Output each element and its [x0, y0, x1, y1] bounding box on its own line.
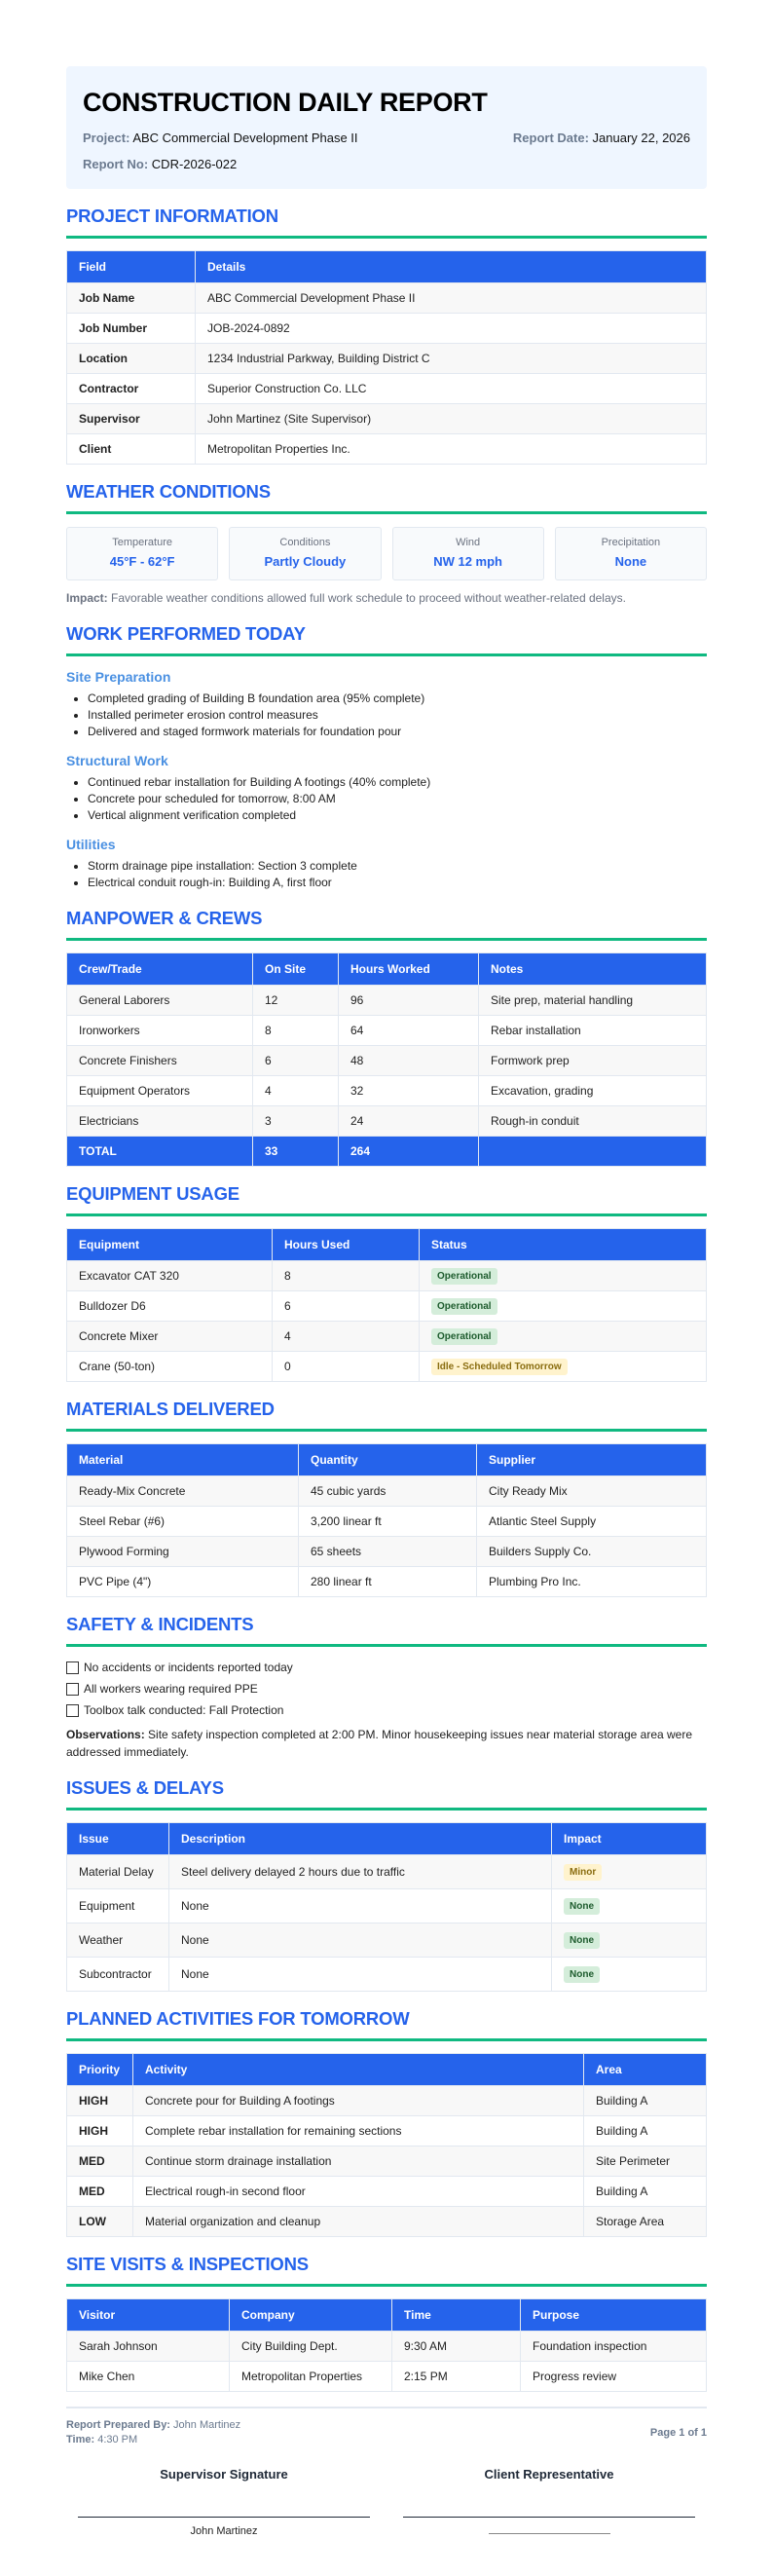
section-title-issues: ISSUES & DELAYS — [66, 1777, 707, 1811]
project-info-table — [66, 250, 707, 465]
impact-text: Favorable weather conditions allowed full work schedule to proceed without weather-related delays. — [107, 591, 626, 605]
impact-cell — [552, 1855, 707, 1889]
checkbox[interactable] — [66, 1704, 79, 1717]
table-row — [67, 1261, 707, 1291]
field-name: Job Name — [67, 283, 196, 314]
list-item: • Installed perimeter erosion control measures — [88, 707, 707, 724]
total-row — [67, 1137, 707, 1167]
checkbox[interactable] — [66, 1683, 79, 1696]
report-title: CONSTRUCTION DAILY REPORT — [83, 88, 488, 117]
column-header: Field — [67, 251, 196, 283]
priority: MED — [67, 2147, 133, 2177]
checklist-label: Toolbox talk conducted: Fall Protection — [84, 1703, 284, 1717]
report-footer — [66, 2418, 707, 2447]
table-row — [67, 1855, 707, 1889]
weather-label: Conditions — [279, 537, 331, 548]
weather-value: Partly Cloudy — [264, 554, 347, 569]
supplier: Plumbing Pro Inc. — [477, 1567, 707, 1597]
column-header: Hours Used — [273, 1229, 420, 1261]
header-meta-row-1 — [83, 131, 690, 145]
weather-value: 45°F - 62°F — [109, 554, 175, 569]
quantity: 280 linear ft — [299, 1567, 477, 1597]
report-header — [66, 66, 707, 189]
description: None — [169, 1923, 552, 1958]
section-title-project-info: PROJECT INFORMATION — [66, 205, 707, 239]
safety-checklist — [66, 1657, 707, 1721]
checkbox[interactable] — [66, 1661, 79, 1674]
status-badge: Operational — [431, 1268, 497, 1285]
column-header: Notes — [479, 953, 707, 986]
field-name: Contractor — [67, 374, 196, 404]
total-on-site: 33 — [253, 1137, 339, 1167]
column-header: Supplier — [477, 1444, 707, 1476]
equipment-name: Bulldozer D6 — [67, 1291, 273, 1322]
checklist-item[interactable] — [66, 1699, 707, 1721]
section-title-weather: WEATHER CONDITIONS — [66, 481, 707, 514]
area: Building A — [584, 2177, 707, 2207]
notes: Excavation, grading — [479, 1076, 707, 1106]
observations-text: Site safety inspection completed at 2:00 PM. Minor housekeeping issues near material storage area were addressed immediately. — [66, 1728, 693, 1759]
column-header: Visitor — [67, 2299, 230, 2332]
issues-table — [66, 1822, 707, 1992]
weather-card-temperature — [66, 527, 218, 580]
status-cell — [420, 1291, 707, 1322]
column-header: Status — [420, 1229, 707, 1261]
column-header: Priority — [67, 2054, 133, 2086]
list-item: • Delivered and staged formwork materials for foundation pour — [88, 724, 707, 740]
observations-label: Observations: — [66, 1728, 145, 1741]
crew-trade: Concrete Finishers — [67, 1046, 253, 1076]
status-cell — [420, 1352, 707, 1382]
weather-label: Precipitation — [601, 537, 661, 548]
column-header: Time — [392, 2299, 521, 2332]
impact-badge: None — [564, 1898, 600, 1915]
time-value: 4:30 PM — [94, 2434, 138, 2445]
table-row — [67, 1291, 707, 1322]
signer-name: John Martinez — [190, 2525, 258, 2537]
report-no-label: Report No: — [83, 157, 149, 171]
table-row — [67, 1923, 707, 1958]
field-value: John Martinez (Site Supervisor) — [196, 404, 707, 434]
prepared-by-value: John Martinez — [169, 2419, 241, 2431]
table-row — [67, 1567, 707, 1597]
column-header: On Site — [253, 953, 339, 986]
supplier: Builders Supply Co. — [477, 1537, 707, 1567]
quantity: 65 sheets — [299, 1537, 477, 1567]
activity: Concrete pour for Building A footings — [133, 2086, 584, 2116]
on-site: 3 — [253, 1106, 339, 1137]
company: Metropolitan Properties — [230, 2362, 392, 2392]
material: Ready-Mix Concrete — [67, 1476, 299, 1507]
notes: Formwork prep — [479, 1046, 707, 1076]
report-date-label: Report Date: — [512, 131, 589, 145]
site-visits-table — [66, 2298, 707, 2392]
area: Storage Area — [584, 2207, 707, 2237]
visitor: Mike Chen — [67, 2362, 230, 2392]
work-list — [66, 858, 707, 891]
crew-trade: Ironworkers — [67, 1016, 253, 1046]
signature-title: Client Representative — [484, 2467, 614, 2482]
table-row — [67, 1046, 707, 1076]
hours-worked: 96 — [339, 986, 479, 1016]
report-date-value: January 22, 2026 — [592, 131, 690, 145]
activity: Continue storm drainage installation — [133, 2147, 584, 2177]
table-row — [67, 2086, 707, 2116]
material: PVC Pipe (4") — [67, 1567, 299, 1597]
work-list — [66, 774, 707, 824]
field-value: Superior Construction Co. LLC — [196, 374, 707, 404]
impact-cell — [552, 1889, 707, 1923]
field-name: Supervisor — [67, 404, 196, 434]
table-row — [67, 344, 707, 374]
report-date-field — [513, 131, 690, 145]
status-cell — [420, 1261, 707, 1291]
weather-card-precipitation — [555, 527, 707, 580]
page-number: Page 1 of 1 — [649, 2426, 707, 2439]
impact-badge: Minor — [564, 1864, 602, 1881]
field-value: Metropolitan Properties Inc. — [196, 434, 707, 465]
column-header: Equipment — [67, 1229, 273, 1261]
priority: HIGH — [67, 2116, 133, 2147]
issue: Equipment — [67, 1889, 169, 1923]
quantity: 3,200 linear ft — [299, 1507, 477, 1537]
hours-worked: 32 — [339, 1076, 479, 1106]
safety-observations — [66, 1726, 707, 1761]
description: None — [169, 1958, 552, 1992]
time: 9:30 AM — [392, 2332, 521, 2362]
list-item: • Continued rebar installation for Building A footings (40% complete) — [88, 774, 707, 791]
list-item: • Completed grading of Building B foundation area (95% complete) — [88, 691, 707, 707]
field-value: 1234 Industrial Parkway, Building District C — [196, 344, 707, 374]
column-header: Issue — [67, 1823, 169, 1855]
table-row — [67, 2207, 707, 2237]
work-group-title: Utilities — [66, 837, 116, 852]
checklist-item[interactable] — [66, 1657, 707, 1678]
issue: Weather — [67, 1923, 169, 1958]
hours-worked: 64 — [339, 1016, 479, 1046]
weather-card-conditions — [229, 527, 381, 580]
weather-value: None — [614, 554, 647, 569]
column-header: Crew/Trade — [67, 953, 253, 986]
column-header: Impact — [552, 1823, 707, 1855]
impact-badge: None — [564, 1966, 600, 1983]
hours-worked: 24 — [339, 1106, 479, 1137]
table-row — [67, 1476, 707, 1507]
work-list — [66, 691, 707, 740]
section-title-work-performed: WORK PERFORMED TODAY — [66, 623, 707, 656]
purpose: Progress review — [521, 2362, 707, 2392]
weather-card-wind — [392, 527, 544, 580]
name-blank-line[interactable] — [489, 2533, 610, 2534]
impact-cell — [552, 1923, 707, 1958]
company: City Building Dept. — [230, 2332, 392, 2362]
prepared-by — [66, 2418, 240, 2433]
on-site: 8 — [253, 1016, 339, 1046]
table-row — [67, 314, 707, 344]
table-row — [67, 283, 707, 314]
column-header: Description — [169, 1823, 552, 1855]
prepared-by-label: Report Prepared By: — [66, 2419, 170, 2431]
table-row — [67, 2362, 707, 2392]
manpower-table — [66, 952, 707, 1167]
table-row — [67, 1076, 707, 1106]
column-header: Company — [230, 2299, 392, 2332]
impact-badge: None — [564, 1932, 600, 1949]
weather-label: Wind — [456, 537, 481, 548]
total-notes — [479, 1137, 707, 1167]
column-header: Activity — [133, 2054, 584, 2086]
hours-used: 4 — [273, 1322, 420, 1352]
section-title-equipment: EQUIPMENT USAGE — [66, 1183, 707, 1216]
supplier: City Ready Mix — [477, 1476, 707, 1507]
field-name: Client — [67, 434, 196, 465]
client-signature-block — [403, 2467, 695, 2537]
table-row — [67, 1106, 707, 1137]
checklist-label: No accidents or incidents reported today — [84, 1661, 293, 1674]
field-value: JOB-2024-0892 — [196, 314, 707, 344]
time: 2:15 PM — [392, 2362, 521, 2392]
status-badge: Operational — [431, 1298, 497, 1315]
on-site: 6 — [253, 1046, 339, 1076]
equipment-name: Excavator CAT 320 — [67, 1261, 273, 1291]
purpose: Foundation inspection — [521, 2332, 707, 2362]
area: Building A — [584, 2086, 707, 2116]
activity: Material organization and cleanup — [133, 2207, 584, 2237]
column-header: Purpose — [521, 2299, 707, 2332]
table-row — [67, 1958, 707, 1992]
crew-trade: General Laborers — [67, 986, 253, 1016]
supervisor-signature-block — [78, 2467, 370, 2537]
header-meta-row-2 — [83, 157, 690, 171]
material: Plywood Forming — [67, 1537, 299, 1567]
signer-name-blank — [403, 2518, 695, 2537]
work-group-title: Structural Work — [66, 753, 168, 768]
table-row — [67, 2147, 707, 2177]
list-item: • Vertical alignment verification completed — [88, 807, 707, 824]
crew-trade: Equipment Operators — [67, 1076, 253, 1106]
table-row — [67, 1537, 707, 1567]
field-name: Location — [67, 344, 196, 374]
list-item: • Electrical conduit rough-in: Building A, first floor — [88, 875, 707, 891]
activity: Electrical rough-in second floor — [133, 2177, 584, 2207]
crew-trade: Electricians — [67, 1106, 253, 1137]
column-header: Quantity — [299, 1444, 477, 1476]
impact-cell — [552, 1958, 707, 1992]
report-no-field — [83, 157, 237, 171]
column-header: Area — [584, 2054, 707, 2086]
supplier: Atlantic Steel Supply — [477, 1507, 707, 1537]
materials-table — [66, 1443, 707, 1597]
notes: Rough-in conduit — [479, 1106, 707, 1137]
work-group-structural — [66, 752, 707, 824]
signature-line[interactable] — [78, 2517, 370, 2518]
quantity: 45 cubic yards — [299, 1476, 477, 1507]
status-cell — [420, 1322, 707, 1352]
equipment-name: Crane (50-ton) — [67, 1352, 273, 1382]
equipment-name: Concrete Mixer — [67, 1322, 273, 1352]
weather-value: NW 12 mph — [433, 554, 503, 569]
priority: HIGH — [67, 2086, 133, 2116]
total-label: TOTAL — [67, 1137, 253, 1167]
notes: Site prep, material handling — [479, 986, 707, 1016]
list-item: • Concrete pour scheduled for tomorrow, 8:00 AM — [88, 791, 707, 807]
section-title-planned: PLANNED ACTIVITIES FOR TOMORROW — [66, 2008, 707, 2041]
work-group-site-preparation — [66, 668, 707, 740]
weather-cards — [66, 527, 707, 580]
on-site: 12 — [253, 986, 339, 1016]
priority: LOW — [67, 2207, 133, 2237]
area: Building A — [584, 2116, 707, 2147]
section-title-safety: SAFETY & INCIDENTS — [66, 1614, 707, 1647]
table-row — [67, 1322, 707, 1352]
weather-label: Temperature — [112, 537, 172, 548]
planned-activities-table — [66, 2053, 707, 2237]
table-row — [67, 404, 707, 434]
project-label: Project: — [83, 131, 130, 145]
hours-used: 0 — [273, 1352, 420, 1382]
field-value: ABC Commercial Development Phase II — [196, 283, 707, 314]
table-row — [67, 986, 707, 1016]
issue: Subcontractor — [67, 1958, 169, 1992]
description: Steel delivery delayed 2 hours due to traffic — [169, 1855, 552, 1889]
checklist-item[interactable] — [66, 1678, 707, 1699]
section-title-materials: MATERIALS DELIVERED — [66, 1399, 707, 1432]
table-row — [67, 2177, 707, 2207]
table-row — [67, 1016, 707, 1046]
impact-label: Impact: — [66, 591, 108, 605]
table-row — [67, 1507, 707, 1537]
total-hours: 264 — [339, 1137, 479, 1167]
status-badge: Idle - Scheduled Tomorrow — [431, 1359, 568, 1375]
project-value: ABC Commercial Development Phase II — [132, 131, 358, 145]
description: None — [169, 1889, 552, 1923]
area: Site Perimeter — [584, 2147, 707, 2177]
table-row — [67, 1889, 707, 1923]
hours-used: 6 — [273, 1291, 420, 1322]
footer-divider — [66, 2407, 707, 2408]
work-group-utilities — [66, 836, 707, 891]
material: Steel Rebar (#6) — [67, 1507, 299, 1537]
footer-left — [66, 2418, 240, 2447]
table-row — [67, 434, 707, 465]
activity: Complete rebar installation for remaining sections — [133, 2116, 584, 2147]
on-site: 4 — [253, 1076, 339, 1106]
project-field — [83, 131, 358, 145]
list-item: • Storm drainage pipe installation: Section 3 complete — [88, 858, 707, 875]
hours-used: 8 — [273, 1261, 420, 1291]
priority: MED — [67, 2177, 133, 2207]
table-row — [67, 2332, 707, 2362]
visitor: Sarah Johnson — [67, 2332, 230, 2362]
table-row — [67, 1352, 707, 1382]
table-row — [67, 374, 707, 404]
section-title-visits: SITE VISITS & INSPECTIONS — [66, 2254, 707, 2287]
work-group-title: Site Preparation — [66, 669, 171, 685]
notes: Rebar installation — [479, 1016, 707, 1046]
issue: Material Delay — [67, 1855, 169, 1889]
signature-title: Supervisor Signature — [160, 2467, 288, 2482]
time-label: Time: — [66, 2434, 95, 2445]
column-header: Details — [196, 251, 707, 283]
signature-section — [66, 2467, 707, 2537]
checklist-label: All workers wearing required PPE — [84, 1682, 258, 1696]
column-header: Material — [67, 1444, 299, 1476]
hours-worked: 48 — [339, 1046, 479, 1076]
status-badge: Operational — [431, 1328, 497, 1345]
section-title-manpower: MANPOWER & CREWS — [66, 908, 707, 941]
field-name: Job Number — [67, 314, 196, 344]
report-no-value: CDR-2026-022 — [151, 157, 238, 171]
column-header: Hours Worked — [339, 953, 479, 986]
equipment-table — [66, 1228, 707, 1382]
prepared-time — [66, 2433, 240, 2447]
weather-impact — [66, 589, 707, 607]
table-row — [67, 2116, 707, 2147]
